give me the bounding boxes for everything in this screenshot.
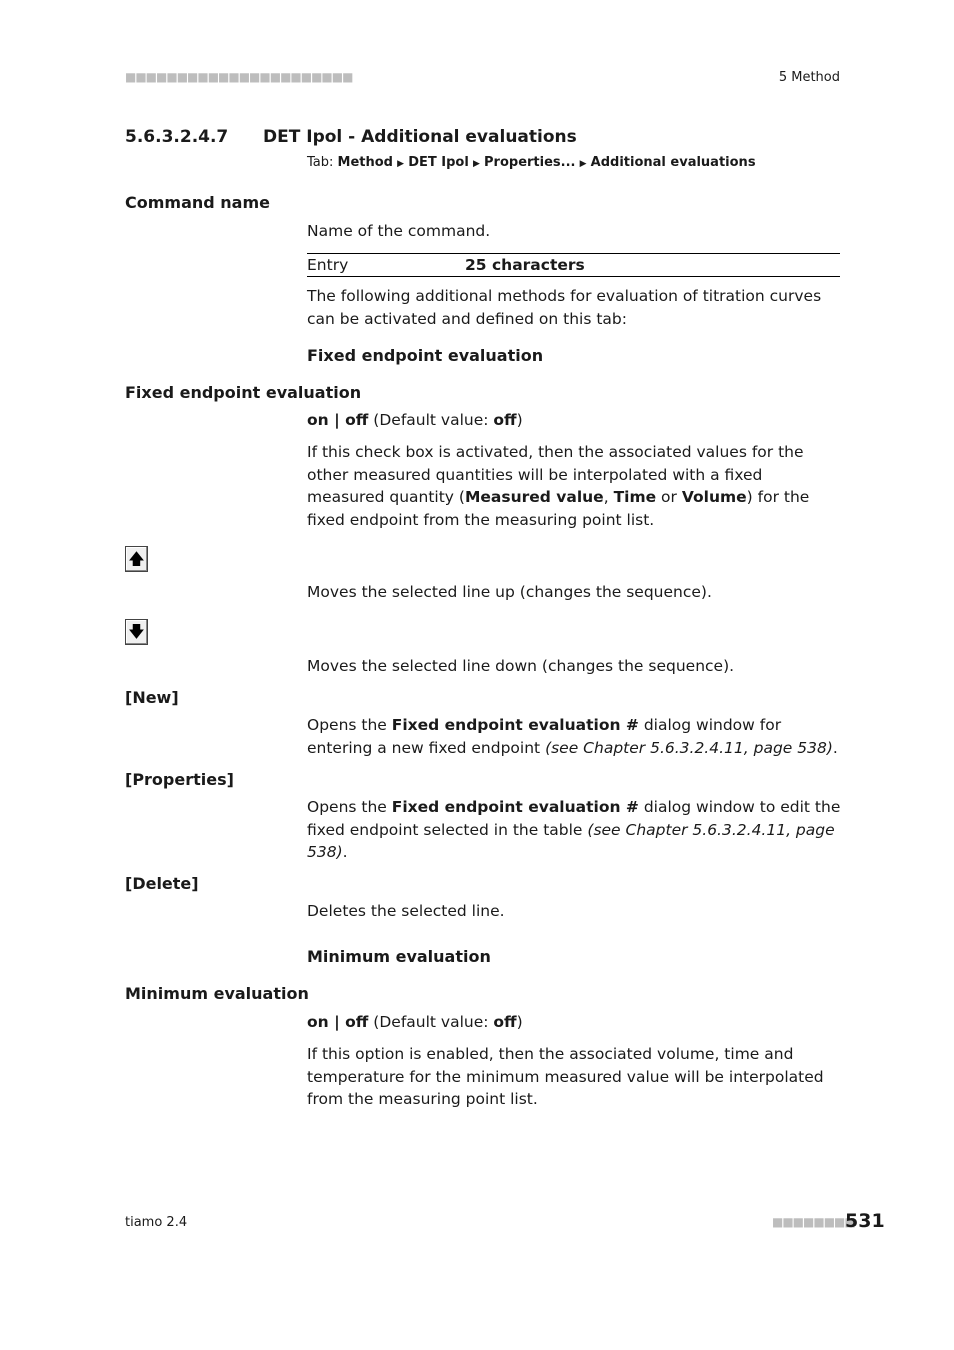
command-name-label: Command name: [125, 193, 270, 212]
option-separator: |: [328, 1013, 346, 1031]
entry-table: [307, 253, 840, 277]
command-name-desc: Name of the command.: [307, 222, 491, 240]
breadcrumb-item: DET Ipol: [408, 155, 469, 170]
fixed-label: Fixed endpoint evaluation: [125, 383, 362, 402]
intro-text: The following additional methods for evaluation of titration curves can be activated and defined on this tab:: [307, 287, 822, 328]
move-up-desc: Moves the selected line up (changes the sequence).: [307, 583, 712, 601]
term-measured-value: Measured value: [464, 488, 604, 506]
breadcrumb-separator: ▶: [472, 159, 480, 169]
breadcrumb-item: Method: [337, 155, 393, 170]
props-desc-end: .: [342, 843, 348, 861]
option-on: on: [307, 1013, 329, 1031]
option-off: off: [345, 1013, 369, 1031]
header-chapter: 5 Method: [778, 70, 840, 85]
breadcrumb-item: Properties...: [484, 155, 576, 170]
tab-breadcrumb: [307, 155, 756, 170]
breadcrumb-item: Additional evaluations: [590, 155, 756, 170]
delete-desc: Deletes the selected line.: [307, 902, 505, 920]
properties-desc: [307, 796, 842, 864]
new-desc-text: dialog window for entering a new fixed endpoint: [307, 716, 782, 757]
delete-label: [Delete]: [125, 874, 199, 893]
entry-label: Entry: [307, 256, 349, 274]
minimum-desc: If this option is enabled, then the associated volume, time and temperature for the minimum measured value will be interpolated from the measuring point list.: [307, 1045, 824, 1108]
props-desc-text: Opens the: [307, 798, 392, 816]
footer-product: tiamo 2.4: [125, 1215, 188, 1230]
entry-value: 25 characters: [465, 256, 585, 274]
minimum-default: [307, 1011, 842, 1034]
fixed-desc-end: ) for the fixed endpoint from the measuring point list.: [307, 488, 810, 529]
section-number: 5.6.3.2.4.7: [125, 127, 229, 147]
props-desc-text: dialog window to edit the fixed endpoint selected in the table: [307, 798, 841, 839]
default-text: (Default value:: [368, 1013, 494, 1031]
move-down-desc: Moves the selected line down (changes the sequence).: [307, 657, 735, 675]
term-volume: Volume: [681, 488, 747, 506]
minimum-subheading: Minimum evaluation: [307, 947, 491, 966]
new-chapter-ref-link[interactable]: (see Chapter 5.6.3.2.4.11, page 538): [545, 738, 833, 757]
new-desc: [307, 714, 842, 759]
fixed-desc-or: or: [656, 488, 682, 506]
new-desc-text: Opens the: [307, 716, 392, 734]
breadcrumb-separator: ▶: [579, 159, 587, 169]
default-close: ): [516, 411, 523, 429]
new-label: [New]: [125, 688, 179, 707]
fixed-desc-comma: ,: [603, 488, 614, 506]
option-separator: |: [328, 411, 346, 429]
section-title: DET Ipol - Additional evaluations: [263, 127, 577, 147]
default-close: ): [516, 1013, 523, 1031]
new-desc-end: .: [832, 738, 838, 757]
arrow-down-icon: 🡇: [128, 622, 145, 641]
default-value: off: [493, 1013, 517, 1031]
arrow-up-icon: 🡅: [128, 549, 145, 568]
fixed-desc: [307, 441, 842, 531]
minimum-label: Minimum evaluation: [125, 984, 309, 1003]
props-chapter-ref-link[interactable]: (see Chapter 5.6.3.2.4.11, page 538): [307, 820, 835, 861]
props-dialog-name: Fixed endpoint evaluation #: [391, 798, 639, 816]
page-number: 531: [845, 1210, 885, 1232]
fixed-default: [307, 409, 842, 432]
fixed-desc-text: If this check box is activated, then the associated values for the other measured quantities will be interpolated with a fixed measured quantity (: [307, 443, 804, 506]
footer-decoration: ■■■■■■■■: [772, 1215, 855, 1229]
move-up-button[interactable]: [125, 546, 148, 572]
tab-prefix: Tab:: [307, 155, 338, 170]
default-text: (Default value:: [368, 411, 494, 429]
new-dialog-name: Fixed endpoint evaluation #: [391, 716, 639, 734]
move-down-button[interactable]: [125, 619, 148, 645]
option-off: off: [345, 411, 369, 429]
header-decoration: ■■■■■■■■■■■■■■■■■■■■■■: [125, 70, 353, 84]
fixed-subheading: Fixed endpoint evaluation: [307, 346, 544, 365]
option-on: on: [307, 411, 329, 429]
term-time: Time: [613, 488, 657, 506]
breadcrumb-separator: ▶: [397, 159, 405, 169]
default-value: off: [493, 411, 517, 429]
properties-label: [Properties]: [125, 770, 234, 789]
